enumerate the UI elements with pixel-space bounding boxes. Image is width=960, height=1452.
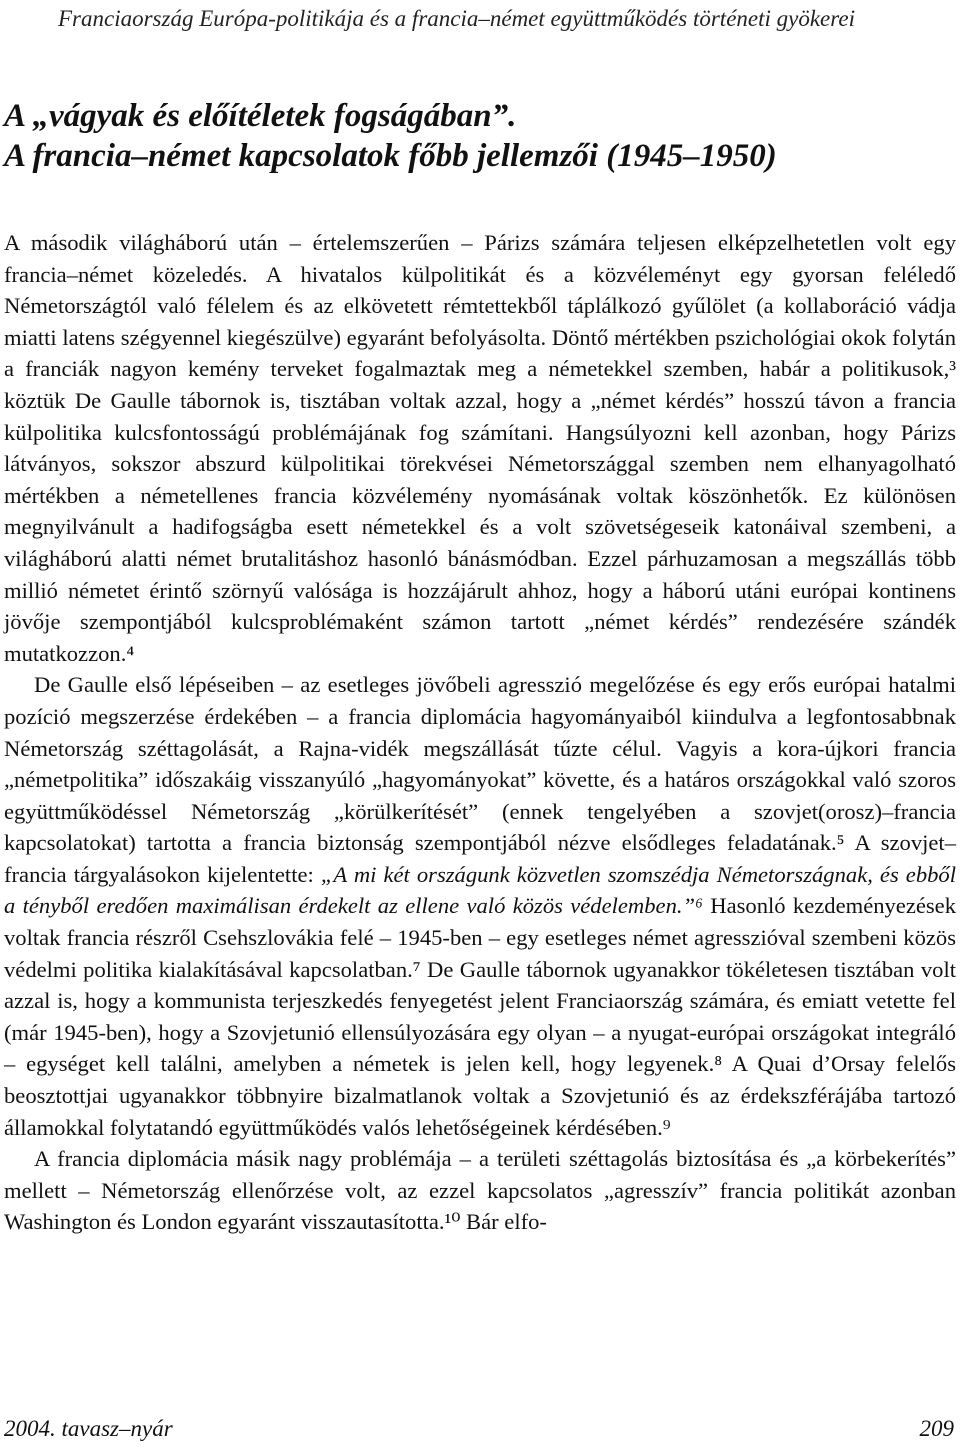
paragraph-2 bbox=[4, 669, 956, 1143]
quotation: „A mi két országunk közvetlen szomszédja Németországnak, és ebből a tényből eredően maximálisan érdekelt az ellene való közös védelemben.”⁶ bbox=[4, 861, 956, 919]
page-number: 209 bbox=[919, 1416, 954, 1441]
paragraph-2-continued: Hasonló kezdeményezések voltak francia részről Csehszlovákia felé – 1945-ben – egy esetleges német agresszióval szembeni közös védelmi politika kialakításával kapcsolatban.⁷ De Gaulle tábornok ugyanakkor tökéletesen tisztában volt azzal is, hogy a kommunista terjeszkedés fenyegetést jelent Franciaország számára, és emiatt vetette fel (már 1945-ben), hogy a Szovjetunió ellensúlyozására egy olyan – a nyugat-európai országokat integráló – egységet kell találni, amelyben a németek is jelen kell, hogy legyenek.⁸ A Quai d’Orsay felelős beosztottjai ugyanakkor többnyire bizalmatlanok voltak a Szovjetunió és az érdekszférájába tartozó államokkal folytatandó együttműködés valós lehetőségeinek kérdésében.⁹ bbox=[4, 893, 957, 1140]
paragraph-1: A második világháború után – értelemszerűen – Párizs számára teljesen elképzelhetetlen volt egy francia–német közeledés. A hivatalos külpolitikát és a közvéleményt egy gyorsan feléledő Németországtól való félelem és az elkövetett rémtettekből táplálkozó gyűlölet (a kollaboráció vádja miatti latens szégyennel kiegészülve) egyaránt befolyásolta. Döntő mértékben pszichológiai okok folytán a franciák nagyon kemény terveket fogalmaztak meg a németekkel szemben, habár a politikusok,³ köztük De Gaulle tábornok is, tisztában voltak azzal, hogy a „német kérdés” hosszú távon a francia külpolitika kulcsfontosságú problémájának fog számítani. Hangsúlyozni kell azonban, hogy Párizs látványos, sokszor abszurd külpolitikai törekvései Németországgal szemben nem elhanyagolható mértékben a németellenes francia közvélemény nyomásának voltak köszönhetők. Ez különösen megnyilvánult a hadifogságba esett németekkel és a volt szövetségeseik katonáival szembeni, a világháború alatti német brutalitáshoz hasonló bánásmódban. Ezzel párhuzamosan a megszállás több millió németet érintő szörnyű valósága is hozzájárult ahhoz, hogy a háború utáni európai kontinens jövője szempontjából kulcsproblémaként számon tartott „német kérdés” rendezésére szándék mutatkozzon.⁴ bbox=[4, 230, 956, 666]
article-title-line-2: A francia–német kapcsolatok főbb jellemzői (1945–1950) bbox=[4, 138, 777, 174]
paragraph-3: A francia diplomácia másik nagy problémája – a területi széttagolás biztosítása és „a körbekerítés” mellett – Németország ellenőrzése volt, az ezzel kapcsolatos „agresszív” francia politikát azonban Washington és London egyaránt visszautasította.¹⁰ Bár elfo- bbox=[4, 1146, 956, 1235]
article-title-line-1: A „vágyak és előítéletek fogságában”. bbox=[4, 98, 517, 134]
article-title bbox=[4, 96, 954, 176]
issue-label: 2004. tavasz–nyár bbox=[4, 1416, 173, 1441]
article-body bbox=[4, 227, 956, 1238]
running-header: Franciaország Európa-politikája és a francia–német együttműködés történeti gyökerei bbox=[58, 6, 855, 31]
paragraph-2-text: De Gaulle első lépéseiben – az esetleges jövőbeli agresszió megelőzése és egy erős európai hatalmi pozíció megszerzése érdekében – a francia diplomácia hagyományaiból kiindulva a legfontosabbnak Németország széttagolását, a Rajna-vidék megszállását tűzte célul. Vagyis a kora-újkori francia „németpolitika” időszakáig visszanyúló „hagyományokat” követte, és a határos országokkal való szoros együttműködéssel Németország „körülkerítését” (ennek tengelyében a szovjet(orosz)–francia kapcsolatokat) tartotta a francia biztonság szempontjából nézve elsődleges feladatának.⁵ A szovjet–francia tárgyalásokon kijelentette: bbox=[4, 672, 956, 887]
